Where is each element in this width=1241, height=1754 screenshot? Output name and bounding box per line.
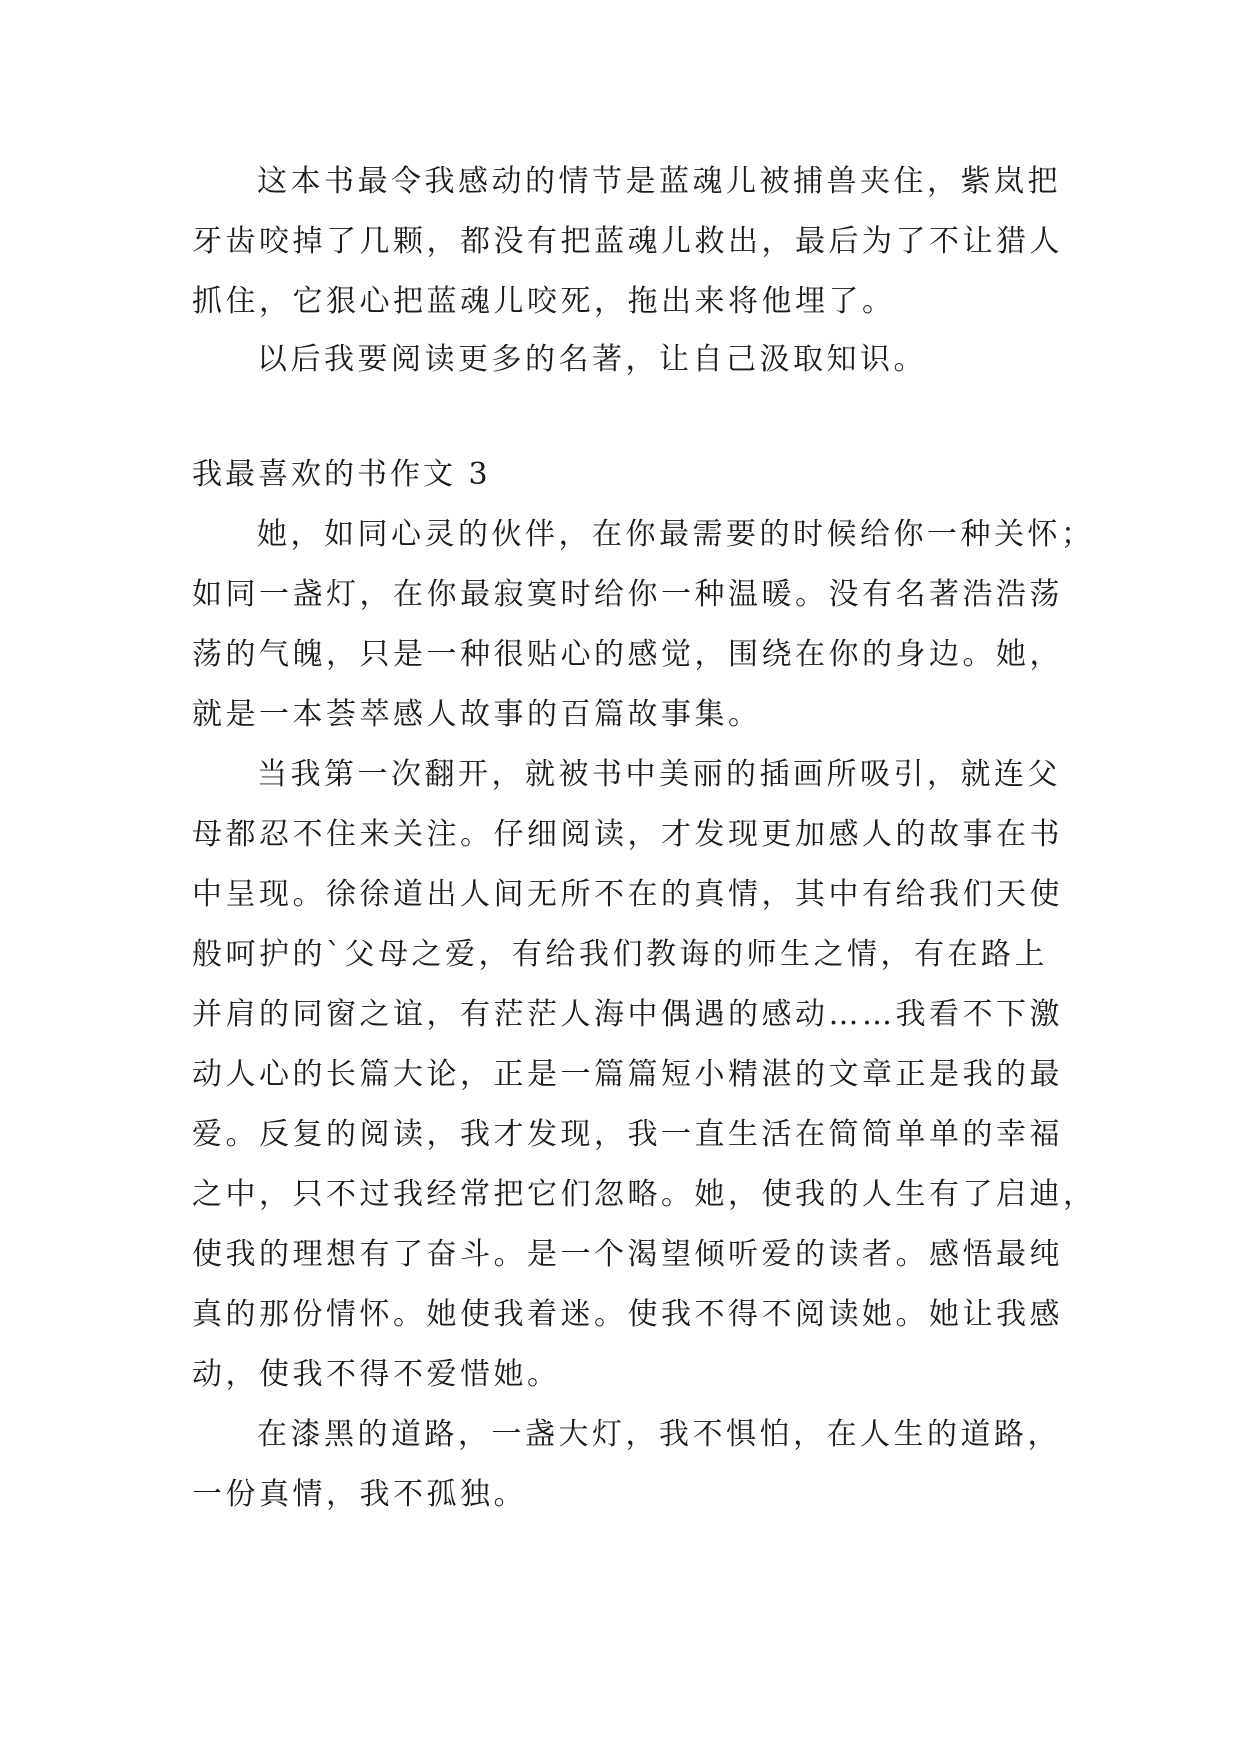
paragraph-line: 般呵护的`父母之爱，有给我们教诲的师生之情，有在路上	[192, 937, 1048, 972]
paragraph-line: 真的那份情怀。她使我着迷。使我不得不阅读她。她让我感	[192, 1297, 1063, 1332]
paragraph-line: 以后我要阅读更多的名著，让自己汲取知识。	[257, 342, 927, 377]
paragraph-line: 就是一本荟萃感人故事的百篇故事集。	[192, 697, 762, 732]
paragraph-line: 抓住，它狠心把蓝魂儿咬死，拖出来将他埋了。	[192, 284, 896, 319]
paragraph-line: 之中，只不过我经常把它们忽略。她，使我的人生有了启迪，	[192, 1177, 1097, 1212]
paragraph-line: 在漆黑的道路，一盏大灯，我不惧怕，在人生的道路，	[257, 1417, 1061, 1452]
paragraph-line: 动人心的长篇大论，正是一篇篇短小精湛的文章正是我的最	[192, 1057, 1063, 1092]
paragraph-line: 当我第一次翻开，就被书中美丽的插画所吸引，就连父	[257, 757, 1061, 792]
paragraph-line: 荡的气魄，只是一种很贴心的感觉，围绕在你的身边。她，	[192, 637, 1063, 672]
paragraph-line: 她，如同心灵的伙伴，在你最需要的时候给你一种关怀；	[257, 517, 1095, 552]
paragraph-line: 使我的理想有了奋斗。是一个渴望倾听爱的读者。感悟最纯	[192, 1237, 1063, 1272]
section-heading: 我最喜欢的书作文 3	[192, 457, 491, 492]
paragraph-line: 牙齿咬掉了几颗，都没有把蓝魂儿救出，最后为了不让猎人	[192, 224, 1063, 259]
paragraph-line: 并肩的同窗之谊，有茫茫人海中偶遇的感动……我看不下激	[192, 997, 1063, 1032]
paragraph-line: 爱。反复的阅读，我才发现，我一直生活在简简单单的幸福	[192, 1117, 1063, 1152]
paragraph-line: 中呈现。徐徐道出人间无所不在的真情，其中有给我们天使	[192, 877, 1063, 912]
paragraph-line: 如同一盏灯，在你最寂寞时给你一种温暖。没有名著浩浩荡	[192, 577, 1063, 612]
paragraph-line: 动，使我不得不爱惜她。	[192, 1357, 561, 1392]
paragraph-line: 这本书最令我感动的情节是蓝魂儿被捕兽夹住，紫岚把	[257, 164, 1061, 199]
paragraph-line: 母都忍不住来关注。仔细阅读，才发现更加感人的故事在书	[192, 817, 1063, 852]
paragraph-line: 一份真情，我不孤独。	[192, 1477, 527, 1512]
